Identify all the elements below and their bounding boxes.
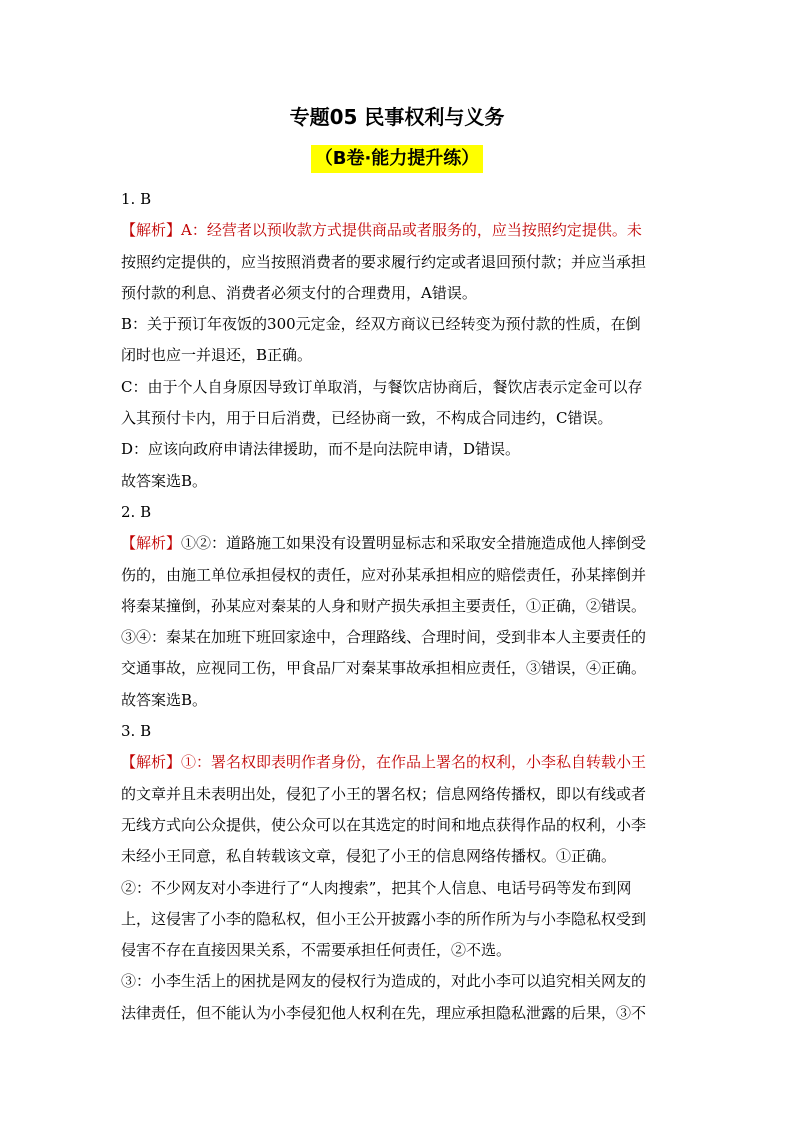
analysis-line: 入其预付卡内，用于日后消费，已经协商一致，不构成合同违约，C错误。: [121, 409, 613, 428]
analysis-text: A：经营者以预收款方式提供商品或者服务的，应当按照约定提供。未: [181, 221, 642, 240]
analysis-line: 伤的，由施工单位承担侵权的责任，应对孙某承担相应的赔偿责任，孙某摔倒并: [121, 565, 647, 584]
analysis-line: 故答案选B。: [121, 690, 208, 709]
analysis-line: 故答案选B。: [121, 471, 208, 490]
analysis-line: 交通事故，应视同工伤，甲食品厂对秦某事故承担相应责任，③错误，④正确。: [121, 659, 647, 678]
answer-content: [121, 184, 681, 1029]
answer-number: 1. B: [121, 190, 152, 208]
analysis-tag: 【解析】: [121, 221, 182, 240]
analysis-line: 未经小王同意，私自转载该文章，侵犯了小王的信息网络传播权。①正确。: [121, 847, 617, 866]
analysis-line: D：应该向政府申请法律援助，而不是向法院申请，D错误。: [121, 440, 521, 459]
analysis-tag: 【解析】: [121, 753, 182, 772]
analysis-line: 无线方式向公众提供，使公众可以在其选定的时间和地点获得作品的权利，小李: [121, 815, 647, 834]
analysis-line: 的文章并且未表明出处，侵犯了小王的署名权；信息网络传播权，即以有线或者: [121, 784, 647, 803]
answer-number: 2. B: [121, 502, 152, 521]
analysis-line: 预付款的利息、消费者必须支付的合理费用，A错误。: [121, 283, 477, 302]
page-title: 专题05 民事权利与义务: [289, 105, 505, 129]
analysis-line: B：关于预订年夜饭的300元定金，经双方商议已经转变为预付款的性质，在倒: [121, 315, 641, 334]
analysis-line: [121, 747, 681, 778]
analysis-line: [121, 528, 681, 559]
analysis-line: 按照约定提供的，应当按照消费者的要求履行约定或者退回预付款；并应当承担: [121, 252, 647, 271]
analysis-line: C：由于个人自身原因导致订单取消，与餐饮店协商后，餐饮店表示定金可以存: [121, 377, 643, 396]
analysis-line: 闭时也应一并退还，B正确。: [121, 346, 313, 365]
page-subtitle: （B卷·能力提升练）: [311, 145, 484, 173]
analysis-line: ②：不少网友对小李进行了“人肉搜索”，把其个人信息、电话号码等发布到网: [121, 878, 632, 897]
analysis-line: [121, 215, 681, 246]
analysis-line: ③④：秦某在加班下班回家途中，合理路线、合理时间，受到非本人主要责任的: [121, 628, 647, 647]
analysis-text: ①②：道路施工如果没有设置明显标志和采取安全措施造成他人摔倒受: [181, 534, 647, 553]
analysis-line: 上，这侵害了小李的隐私权，但小王公开披露小李的所作所为与小李隐私权受到: [121, 909, 647, 928]
analysis-line: 将秦某撞倒，孙某应对秦某的人身和财产损失承担主要责任，①正确，②错误。: [121, 596, 647, 615]
analysis-tag: 【解析】: [121, 534, 182, 553]
answer-number: 3. B: [121, 722, 152, 741]
analysis-line: 法律责任，但不能认为小李侵犯他人权利在先，理应承担隐私泄露的后果，③不: [121, 1003, 647, 1022]
analysis-line: ③：小李生活上的困扰是网友的侵权行为造成的，对此小李可以追究相关网友的: [121, 972, 647, 991]
analysis-text: ①：署名权即表明作者身份，在作品上署名的权利，小李私自转载小王: [181, 753, 647, 772]
analysis-line: 侵害不存在直接因果关系，不需要承担任何责任，②不选。: [121, 941, 512, 960]
